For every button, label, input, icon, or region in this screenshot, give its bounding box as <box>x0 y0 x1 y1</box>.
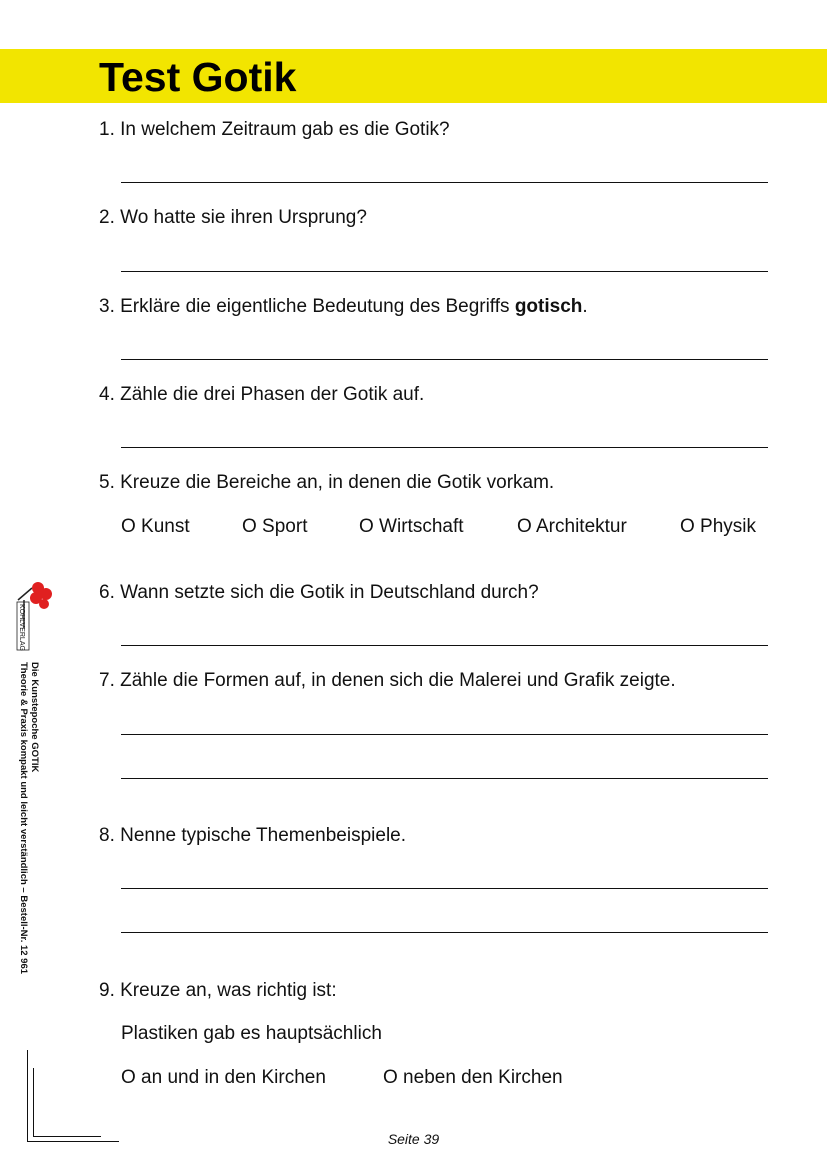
answer-line-1[interactable] <box>121 182 768 183</box>
option-sport[interactable]: O Sport <box>242 516 308 537</box>
question-3-text: 3. Erkläre die eigentliche Bedeutung des Begriffs <box>99 296 515 317</box>
question-7: 7. Zähle die Formen auf, in denen sich die Malerei und Grafik zeigte. <box>99 670 676 691</box>
page-number: Seite 39 <box>387 1131 440 1147</box>
option-neben-kirchen[interactable]: O neben den Kirchen <box>383 1067 563 1088</box>
page-title: Test Gotik <box>99 54 297 100</box>
question-9: 9. Kreuze an, was richtig ist: <box>99 980 337 1001</box>
question-6: 6. Wann setzte sich die Gotik in Deutschland durch? <box>99 582 539 603</box>
question-4: 4. Zähle die drei Phasen der Gotik auf. <box>99 384 425 405</box>
side-credit-line-2: Theorie & Praxis kompakt und leicht verständlich – Bestell-Nr. 12 961 <box>18 662 29 975</box>
side-credit-line-1: Die Kunstepoche GOTIK <box>29 662 40 773</box>
publisher-logo <box>14 580 54 652</box>
question-3 <box>99 295 588 319</box>
answer-line-8a[interactable] <box>121 888 768 889</box>
question-9-statement: Plastiken gab es hauptsächlich <box>121 1023 382 1044</box>
answer-line-7a[interactable] <box>121 734 768 735</box>
question-1: 1. In welchem Zeitraum gab es die Gotik? <box>99 119 450 140</box>
answer-line-3[interactable] <box>121 359 768 360</box>
option-in-kirchen[interactable]: O an und in den Kirchen <box>121 1067 326 1088</box>
logo-text: KOHLVERLAG <box>18 604 25 651</box>
answer-line-6[interactable] <box>121 645 768 646</box>
corner-line-outer-v <box>27 1050 28 1142</box>
answer-line-8b[interactable] <box>121 932 768 933</box>
question-5: 5. Kreuze die Bereiche an, in denen die Gotik vorkam. <box>99 472 555 493</box>
option-architektur[interactable]: O Architektur <box>517 516 627 537</box>
side-credit <box>18 662 40 974</box>
option-kunst[interactable]: O Kunst <box>121 516 190 537</box>
question-3-bold-term: gotisch <box>514 296 583 317</box>
option-physik[interactable]: O Physik <box>680 516 757 537</box>
option-wirtschaft[interactable]: O Wirtschaft <box>359 516 464 537</box>
corner-line-inner-v <box>33 1068 34 1136</box>
answer-line-7b[interactable] <box>121 778 768 779</box>
answer-line-4[interactable] <box>121 447 768 448</box>
question-3-end: . <box>582 296 588 317</box>
question-2: 2. Wo hatte sie ihren Ursprung? <box>99 207 367 228</box>
answer-line-2[interactable] <box>121 271 768 272</box>
question-8: 8. Nenne typische Themenbeispiele. <box>99 825 407 846</box>
